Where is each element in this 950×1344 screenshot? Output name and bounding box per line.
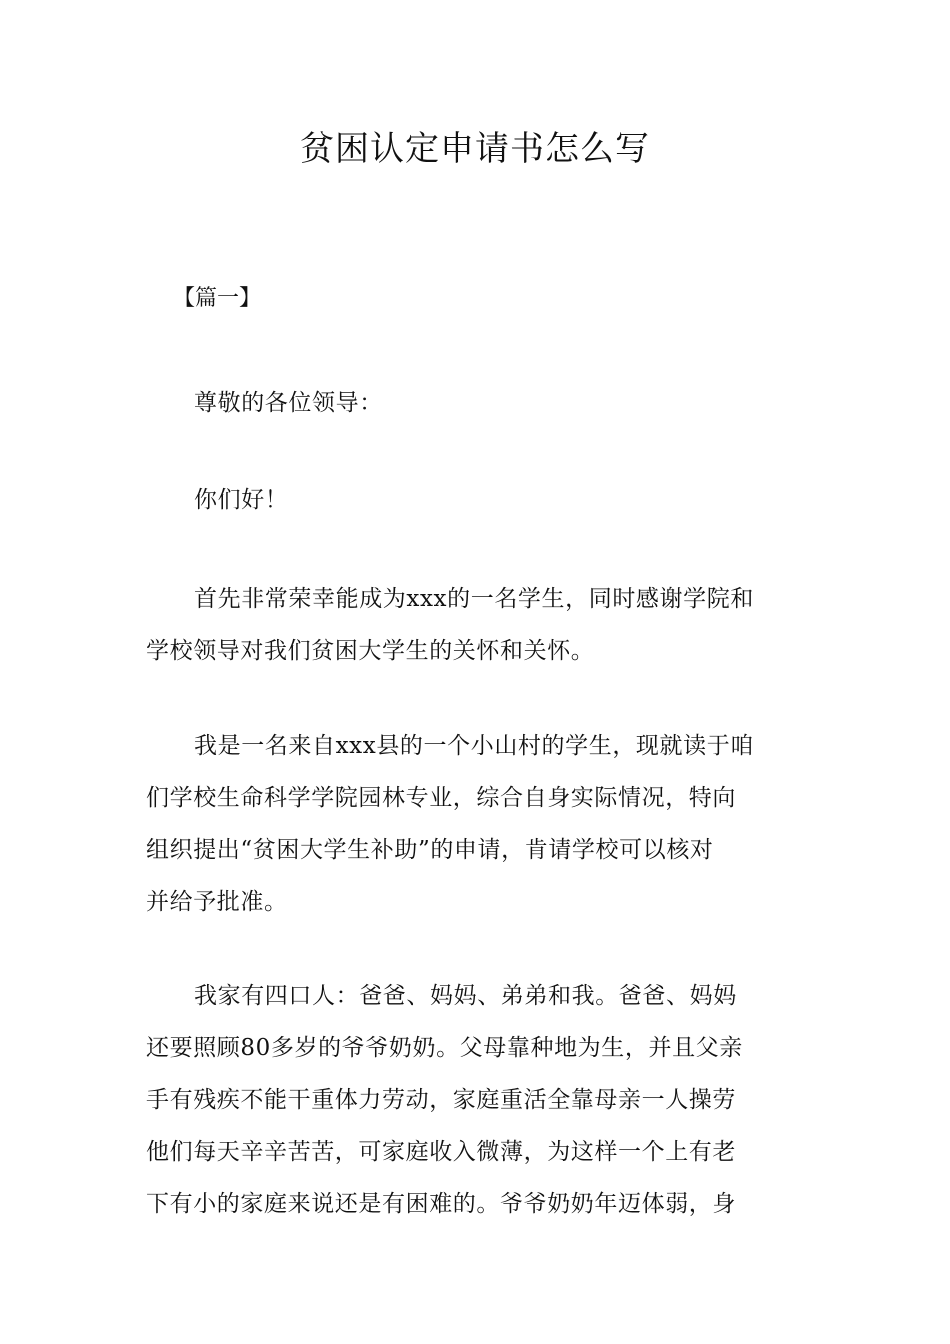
- paragraph-3-line: 我家有四口人：爸爸、妈妈、弟弟和我。爸爸、妈妈: [194, 983, 737, 1009]
- document-title: 贫困认定申请书怎么写: [300, 129, 650, 169]
- paragraph-3-line: 他们每天辛辛苦苦，可家庭收入微薄，为这样一个上有老: [146, 1139, 736, 1165]
- paragraph-2: [146, 720, 810, 928]
- paragraph-1-line: 首先非常荣幸能成为xxx的一名学生，同时感谢学院和: [194, 586, 754, 612]
- paragraph-3-line: 手有残疾不能干重体力劳动，家庭重活全靠母亲一人操劳: [146, 1087, 736, 1113]
- section-label: 【篇一】: [173, 286, 262, 311]
- paragraph-1-line: 学校领导对我们贫困大学生的关怀和关怀。: [146, 638, 595, 664]
- paragraph-3-line: 下有小的家庭来说还是有困难的。爷爷奶奶年迈体弱，身: [146, 1191, 736, 1217]
- paragraph-2-line: 组织提出“贫困大学生补助”的申请，肯请学校可以核对: [146, 837, 714, 863]
- paragraph-3: [146, 970, 810, 1230]
- paragraph-3-line: 还要照顾80多岁的爷爷奶奶。父母靠种地为生，并且父亲: [146, 1035, 743, 1061]
- paragraph-2-line: 我是一名来自xxx县的一个小山村的学生，现就读于咱: [194, 733, 754, 759]
- greeting: 你们好！: [194, 487, 289, 513]
- salutation: 尊敬的各位领导：: [194, 390, 383, 416]
- paragraph-1: [146, 573, 810, 677]
- paragraph-2-line: 并给予批准。: [146, 889, 288, 915]
- paragraph-2-line: 们学校生命科学学院园林专业，综合自身实际情况，特向: [146, 785, 736, 811]
